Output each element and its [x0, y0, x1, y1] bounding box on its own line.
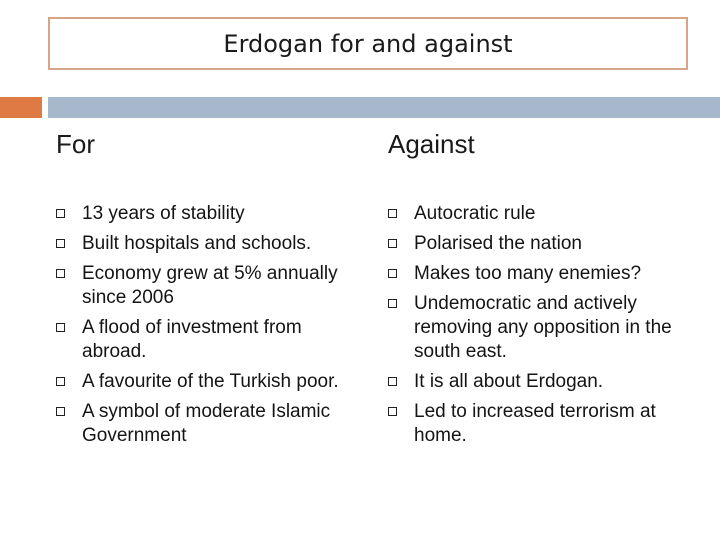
- list-item-text: Led to increased terrorism at home.: [414, 401, 656, 446]
- checkbox-bullet-icon: [388, 209, 397, 218]
- list-item: [56, 262, 356, 310]
- for-heading: For: [56, 129, 95, 159]
- list-item-text: Autocratic rule: [414, 203, 536, 224]
- list-item: [56, 370, 356, 394]
- checkbox-bullet-icon: [56, 269, 65, 278]
- for-column: [56, 124, 356, 446]
- against-heading: Against: [388, 129, 475, 159]
- list-item: [56, 232, 356, 256]
- checkbox-bullet-icon: [388, 299, 397, 308]
- checkbox-bullet-icon: [56, 377, 65, 386]
- list-item: [388, 202, 688, 226]
- for-list: [56, 202, 356, 454]
- list-item: [388, 232, 688, 256]
- against-list: [388, 202, 688, 454]
- checkbox-bullet-icon: [388, 407, 397, 416]
- list-item: [388, 400, 688, 448]
- checkbox-bullet-icon: [388, 269, 397, 278]
- list-item-text: A symbol of moderate Islamic Government: [82, 401, 331, 446]
- checkbox-bullet-icon: [56, 323, 65, 332]
- list-item: [388, 292, 688, 364]
- list-item-text: Undemocratic and actively removing any opposition in the south east.: [414, 293, 672, 362]
- list-item: [388, 262, 688, 286]
- checkbox-bullet-icon: [388, 239, 397, 248]
- divider-bar: [48, 97, 720, 118]
- checkbox-bullet-icon: [56, 239, 65, 248]
- list-item-text: Economy grew at 5% annually since 2006: [82, 263, 338, 308]
- accent-bar: [0, 97, 42, 118]
- list-item: [56, 400, 356, 448]
- title-box: [48, 17, 688, 70]
- list-item: [56, 316, 356, 364]
- list-item-text: A flood of investment from abroad.: [82, 317, 302, 362]
- list-item: [56, 202, 356, 226]
- checkbox-bullet-icon: [56, 209, 65, 218]
- list-item: [388, 370, 688, 394]
- against-column: [388, 124, 688, 446]
- list-item-text: 13 years of stability: [82, 203, 245, 224]
- list-item-text: Polarised the nation: [414, 233, 582, 254]
- list-item-text: Makes too many enemies?: [414, 263, 642, 284]
- list-item-text: Built hospitals and schools.: [82, 233, 312, 254]
- list-item-text: It is all about Erdogan.: [414, 371, 604, 392]
- list-item-text: A favourite of the Turkish poor.: [82, 371, 339, 392]
- checkbox-bullet-icon: [388, 377, 397, 386]
- checkbox-bullet-icon: [56, 407, 65, 416]
- slide-title: Erdogan for and against: [223, 29, 513, 58]
